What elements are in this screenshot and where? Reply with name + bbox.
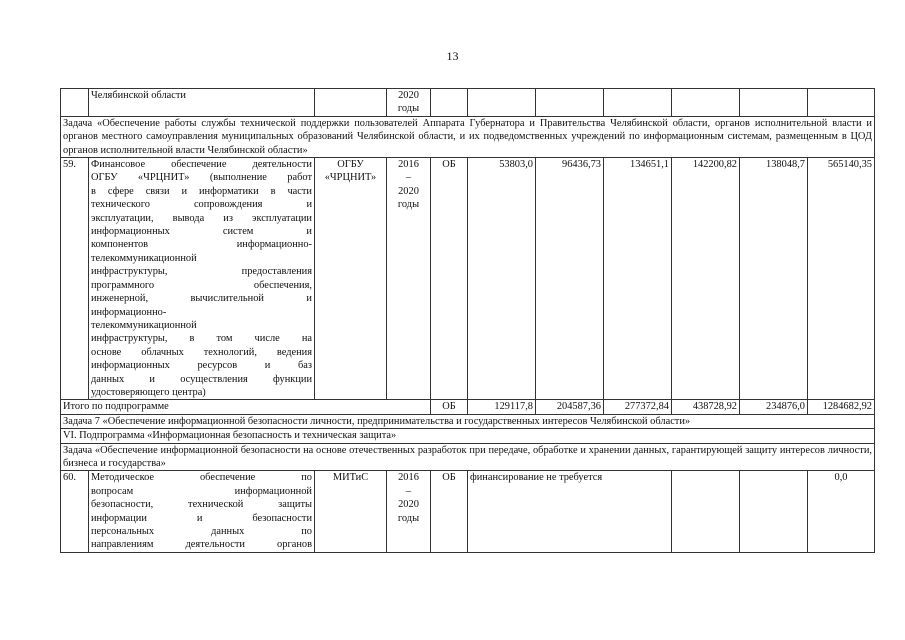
task-7-heading: Задача 7 «Обеспечение информационной безопасности личности, предпринимательства и государственных интересов Челябинской области» (61, 414, 875, 428)
value-2019 (672, 471, 740, 552)
description-line: данных и осуществления функции (91, 373, 312, 385)
num-cell (61, 89, 89, 117)
description-line: Методическое обеспечение по (91, 472, 312, 484)
subtotal-2020: 234876,0 (740, 400, 808, 414)
subprogram-6-heading: VI. Подпрограмма «Информационная безопасность и техническая защита» (61, 429, 875, 443)
description-line: программного обеспечения, (91, 279, 312, 291)
subtotal-2018: 277372,84 (604, 400, 672, 414)
period-line: – (405, 485, 412, 497)
subtotal-label: Итого по подпрограмме (61, 400, 431, 414)
task-row (61, 116, 875, 157)
description-line: информационных систем и (91, 226, 312, 238)
description-line: компонентов информационно- (91, 239, 312, 251)
description-line: инфраструктуры, в том числе на (91, 333, 312, 345)
period (387, 471, 431, 552)
source-cell (431, 89, 468, 117)
program-table (60, 88, 875, 553)
period-line: годы (397, 199, 420, 211)
task-security-heading: Задача «Обеспечение информационной безопасности на основе отечественных разработок при передаче, обработке и хранении данных, гарантирующей защиту интересов личности, бизнеса и государства» (61, 443, 875, 471)
period (387, 158, 431, 400)
description-line: персональных данных по (91, 526, 312, 537)
executor: МИТиС (315, 471, 387, 552)
measure-cell: Челябинской области (89, 89, 315, 117)
description-line: безопасности, технической защиты (91, 499, 312, 511)
row-number: 59. (61, 158, 89, 400)
table-row-60 (61, 471, 875, 552)
executor (315, 158, 387, 400)
task-support-heading: Задача «Обеспечение работы службы технической поддержки пользователей Аппарата Губернатора и Правительства Челябинской области, органов исполнительной власти и органов местного самоуправления муниципальных образований Челябинской области, и их подведомственных учреждений по информационным системам, размещенным в ЦОД органов исполнительной власти Челябинской области» (61, 116, 875, 157)
period-line: 2020 (398, 499, 419, 511)
measure-description (89, 158, 315, 400)
subtotal-2017: 204587,36 (536, 400, 604, 414)
subtotal-total: 1284682,92 (808, 400, 875, 414)
description-line: телекоммуникационной (91, 252, 197, 264)
subtotal-row (61, 400, 875, 414)
period-line: 2016 (398, 159, 419, 171)
value-cell (536, 89, 604, 117)
funding-source: ОБ (431, 158, 468, 400)
period-line: годы (397, 512, 420, 524)
period-cell (387, 89, 431, 117)
value-2020 (740, 471, 808, 552)
description-line: эксплуатации, вывода из эксплуатации (91, 212, 312, 224)
description-line: направлениям деятельности органов (91, 539, 312, 551)
value-cell (468, 89, 536, 117)
description-line: информационных ресурсов и баз (91, 360, 312, 372)
value-2020: 138048,7 (740, 158, 808, 400)
value-cell (672, 89, 740, 117)
row-number: 60. (61, 471, 89, 552)
executor-line: ОГБУ (337, 159, 364, 171)
description-line: телекоммуникационной (91, 319, 197, 331)
description-line: технического сопровождения и (91, 199, 312, 211)
subtotal-2019: 438728,92 (672, 400, 740, 414)
value-cell (604, 89, 672, 117)
subtotal-2016: 129117,8 (468, 400, 536, 414)
table-row-59 (61, 158, 875, 400)
subprogram-row (61, 429, 875, 443)
measure-description (89, 471, 315, 552)
financing-note: финансирование не требуется (468, 471, 672, 552)
description-line: в сфере связи и информатики в части (91, 185, 312, 197)
period-line: – (405, 172, 412, 184)
value-total: 0,0 (808, 471, 875, 552)
period-line: 2016 (398, 472, 419, 484)
description-line: вопросам информационной (91, 485, 312, 497)
task-row (61, 443, 875, 471)
value-2016: 53803,0 (468, 158, 536, 400)
description-line: ОГБУ «ЧРЦНИТ» (выполнение работ (91, 172, 312, 184)
period-line: годы (397, 103, 420, 115)
description-line: инфраструктуры, предоставления (91, 266, 312, 278)
description-line: информационно- (91, 306, 167, 318)
description-line: инженерной, вычислительной и (91, 293, 312, 305)
value-cell (740, 89, 808, 117)
value-2018: 134651,1 (604, 158, 672, 400)
description-line: информации и безопасности (91, 512, 312, 524)
funding-source: ОБ (431, 400, 468, 414)
value-total: 565140,35 (808, 158, 875, 400)
continuation-row (61, 89, 875, 117)
funding-source: ОБ (431, 471, 468, 552)
period-line: 2020 (398, 185, 419, 197)
value-2019: 142200,82 (672, 158, 740, 400)
executor-cell (315, 89, 387, 117)
page-number: 13 (446, 49, 459, 63)
description-line: основе облачных технологий, ведения (91, 346, 312, 358)
description-line: удостоверяющего центра) (91, 386, 206, 398)
period-line: 2020 (398, 90, 419, 101)
description-line: Финансовое обеспечение деятельности (91, 159, 312, 171)
task-row (61, 414, 875, 428)
total-cell (808, 89, 875, 117)
value-2017: 96436,73 (536, 158, 604, 400)
executor-line: «ЧРЦНИТ» (324, 172, 377, 184)
